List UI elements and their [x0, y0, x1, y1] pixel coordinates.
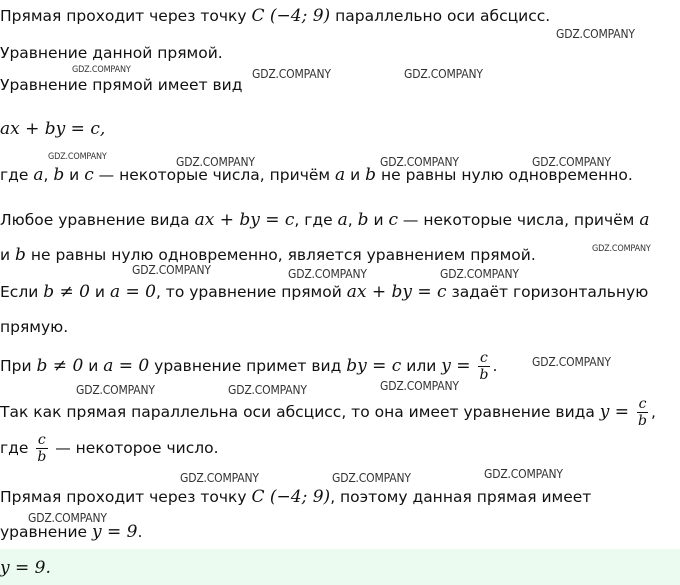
text: Прямая проходит через точку	[0, 7, 247, 25]
line-7	[0, 245, 536, 265]
text: — некоторое число.	[55, 439, 219, 457]
line-3	[0, 76, 242, 94]
text: где	[0, 439, 29, 457]
line-1	[0, 6, 550, 26]
equation: ax + by = c	[346, 282, 447, 302]
line-11: Так как прямая параллельна оси абсцисс, то она имеет уравнение вида y = $\frac{c}{b}$ ,	[0, 396, 656, 429]
text: прямую.	[0, 318, 69, 336]
watermark: GDZ.COMPANY	[252, 67, 331, 81]
fraction-c-over-b	[636, 396, 649, 429]
var-b: b	[15, 245, 26, 265]
watermark: GDZ.COMPANY	[592, 244, 651, 254]
numerator: c	[638, 396, 647, 412]
var-a: a	[33, 165, 44, 185]
text: и	[88, 357, 99, 375]
watermark: GDZ.COMPANY	[28, 511, 107, 525]
text: уравнение примет вид	[154, 357, 342, 375]
text: , то уравнение прямой	[155, 283, 342, 301]
var-b: b	[53, 165, 65, 185]
text: — некоторые числа, причём	[402, 211, 635, 229]
watermark: GDZ.COMPANY	[132, 263, 211, 277]
equation: ax + by = c,	[0, 119, 106, 139]
watermark: GDZ.COMPANY	[72, 65, 131, 75]
answer-box	[0, 549, 680, 585]
text: задаёт горизонтальную	[451, 283, 649, 301]
text: и	[373, 211, 384, 229]
line-13	[0, 487, 591, 507]
watermark: GDZ.COMPANY	[48, 152, 107, 162]
watermark: GDZ.COMPANY	[380, 379, 459, 393]
equation: y =	[599, 402, 630, 422]
var-a: a	[337, 210, 348, 230]
text: При	[0, 357, 32, 375]
equation: y = 9	[92, 522, 138, 542]
watermark: GDZ.COMPANY	[484, 467, 563, 481]
watermark: GDZ.COMPANY	[532, 155, 611, 169]
text: , где	[294, 211, 333, 229]
watermark: GDZ.COMPANY	[180, 471, 259, 485]
watermark: GDZ.COMPANY	[176, 155, 255, 169]
var-a: a	[639, 210, 650, 230]
text: и	[69, 166, 80, 184]
watermark: GDZ.COMPANY	[332, 471, 411, 485]
text: Любое уравнение вида	[0, 211, 190, 229]
condition-b: b ≠ 0	[36, 356, 84, 376]
text: не равны нулю одновременно.	[380, 166, 633, 184]
condition-a: a = 0	[109, 282, 156, 302]
var-c: c	[388, 210, 398, 230]
var-a: a	[335, 165, 346, 185]
denominator: b	[479, 367, 489, 383]
text: уравнение	[0, 523, 88, 541]
text: не равны нулю одновременно, является уравнением прямой.	[30, 246, 536, 264]
equation: ax + by = c	[194, 210, 295, 230]
line-12	[0, 432, 219, 465]
heading: Уравнение данной прямой.	[0, 44, 223, 62]
line-8	[0, 282, 648, 302]
text: — некоторые числа, причём	[98, 166, 331, 184]
answer-equation: y = 9.	[0, 558, 51, 578]
numerator: c	[480, 350, 488, 366]
text: Так как прямая параллельна оси абсцисс, то она имеет уравнение вида	[0, 403, 595, 421]
text: где	[0, 166, 29, 184]
numerator: c	[37, 432, 46, 448]
watermark: GDZ.COMPANY	[556, 27, 635, 41]
equation: y =	[441, 356, 471, 376]
var-c: c	[84, 165, 94, 185]
watermark: GDZ.COMPANY	[288, 267, 367, 281]
condition-b: b ≠ 0	[43, 282, 90, 302]
text: , поэтому данная прямая имеет	[330, 488, 592, 506]
denominator: b	[638, 413, 647, 429]
watermark: GDZ.COMPANY	[228, 383, 307, 397]
text: Прямая проходит через точку	[0, 488, 247, 506]
line-14: уравнение y = 9.	[0, 522, 143, 542]
text: и	[0, 246, 11, 264]
text: и	[94, 283, 105, 301]
var-b: b	[357, 210, 369, 230]
var-b: b	[365, 165, 377, 185]
watermark: GDZ.COMPANY	[76, 383, 155, 397]
fraction-c-over-b	[35, 432, 48, 465]
line-9	[0, 318, 68, 336]
condition-a: a = 0	[103, 356, 150, 376]
text: или	[406, 357, 437, 375]
text: параллельно оси абсцисс.	[335, 7, 551, 25]
formula-general	[0, 119, 105, 139]
text: Уравнение прямой имеет вид	[0, 76, 243, 94]
text: и	[350, 166, 361, 184]
text: Если	[0, 283, 39, 301]
equation: by = c	[346, 356, 402, 376]
line-6: Любое уравнение вида ax + by = c, где a, b и c — некоторые числа, причём a	[0, 210, 650, 230]
line-5: где a, b и c — некоторые числа, причём a и b не равны нулю одновременно.	[0, 165, 633, 185]
watermark: GDZ.COMPANY	[404, 67, 483, 81]
fraction-c-over-b	[477, 350, 490, 383]
watermark: GDZ.COMPANY	[532, 355, 611, 369]
answer-line	[0, 558, 51, 578]
line-10: При b ≠ 0 и a = 0 уравнение примет вид by = c или y = $\frac{c}{b}$ .	[0, 350, 498, 383]
line-2	[0, 44, 223, 62]
denominator: b	[37, 449, 47, 465]
watermark: GDZ.COMPANY	[440, 267, 519, 281]
point-c: C (−4; 9)	[251, 6, 331, 26]
watermark: GDZ.COMPANY	[380, 155, 459, 169]
point-c: C (−4; 9)	[251, 487, 331, 507]
